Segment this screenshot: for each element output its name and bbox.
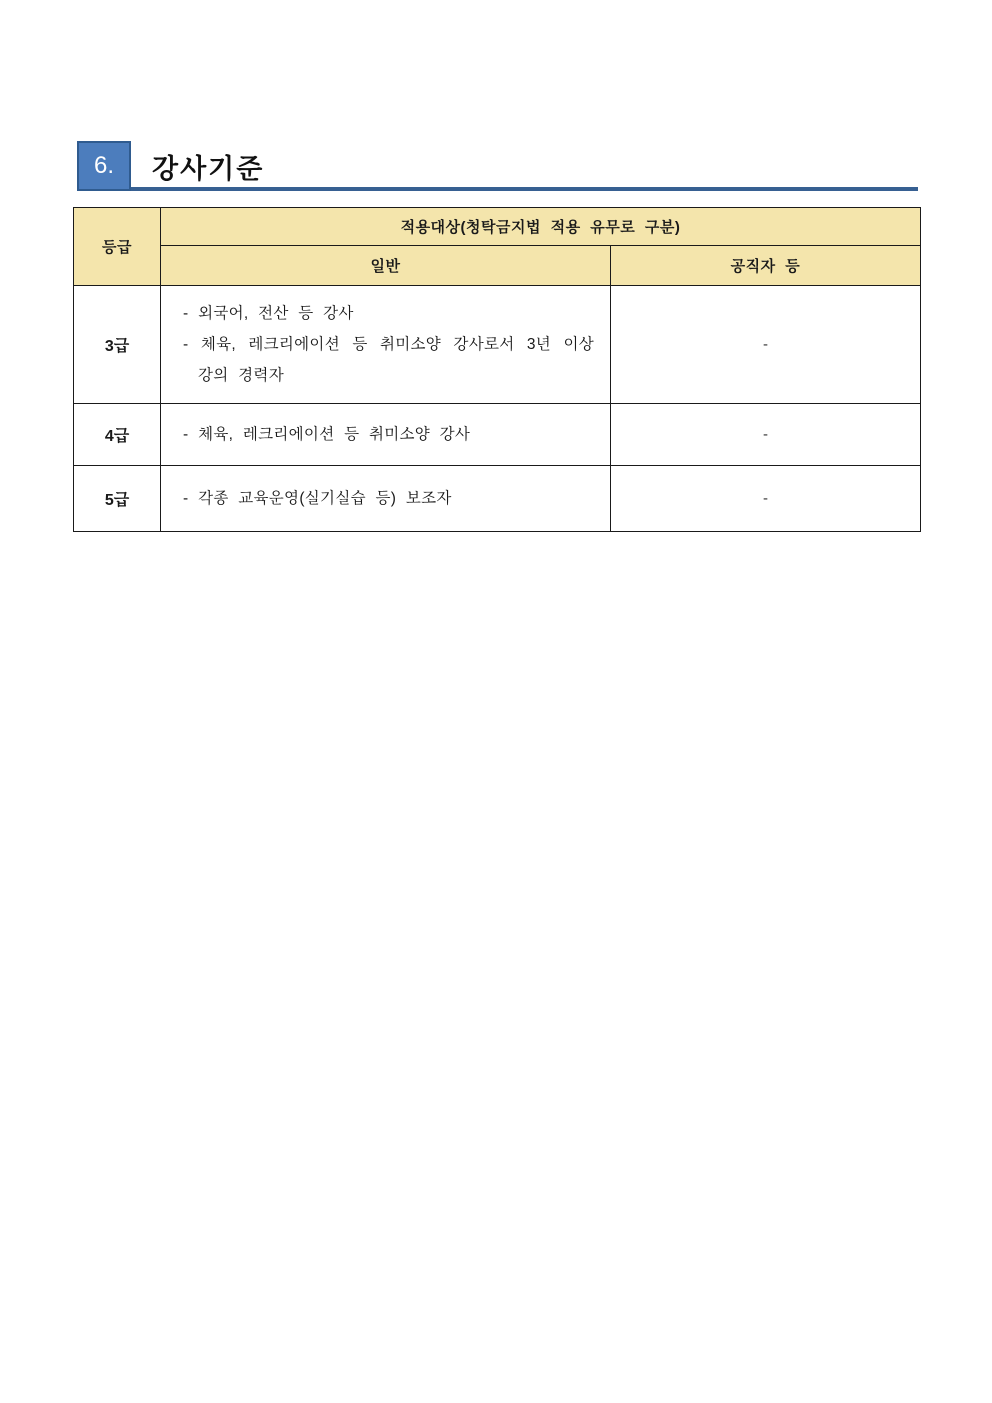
bullet-line: - 체육, 레크리에이션 등 취미소양 강사 [183, 426, 471, 443]
bullet-line: - 체육, 레크리에이션 등 취미소양 강사로서 3년 이상 강의 경력자 [183, 336, 594, 384]
col-header-grade: 등급 [74, 208, 161, 286]
section-number: 6. [93, 152, 114, 179]
bullet-line: - 외국어, 전산 등 강사 [183, 305, 354, 322]
grade-cell: 4급 [74, 404, 161, 466]
grade-cell: 3급 [74, 286, 161, 404]
grade-cell: 5급 [74, 466, 161, 532]
general-criteria-cell [161, 466, 611, 532]
table-header-row-1 [74, 208, 921, 246]
page-title: 강사기준 [152, 154, 265, 184]
instructor-criteria-table [73, 207, 921, 532]
general-criteria-cell [161, 404, 611, 466]
official-criteria-cell: - [611, 404, 921, 466]
official-criteria-cell: - [611, 466, 921, 532]
official-criteria-cell: - [611, 286, 921, 404]
col-header-official: 공직자 등 [611, 246, 921, 286]
col-header-general: 일반 [161, 246, 611, 286]
table-row-grade3 [74, 286, 921, 404]
table-row-grade4 [74, 404, 921, 466]
col-header-scope: 적용대상(청탁금지법 적용 유무로 구분) [161, 208, 921, 246]
bullet-line: - 각종 교육운영(실기실습 등) 보조자 [183, 490, 452, 507]
title-underline-divider [131, 187, 918, 191]
table-row-grade5 [74, 466, 921, 532]
section-number-box [77, 141, 131, 191]
table-header-row-2 [74, 246, 921, 286]
general-criteria-cell [161, 286, 611, 404]
